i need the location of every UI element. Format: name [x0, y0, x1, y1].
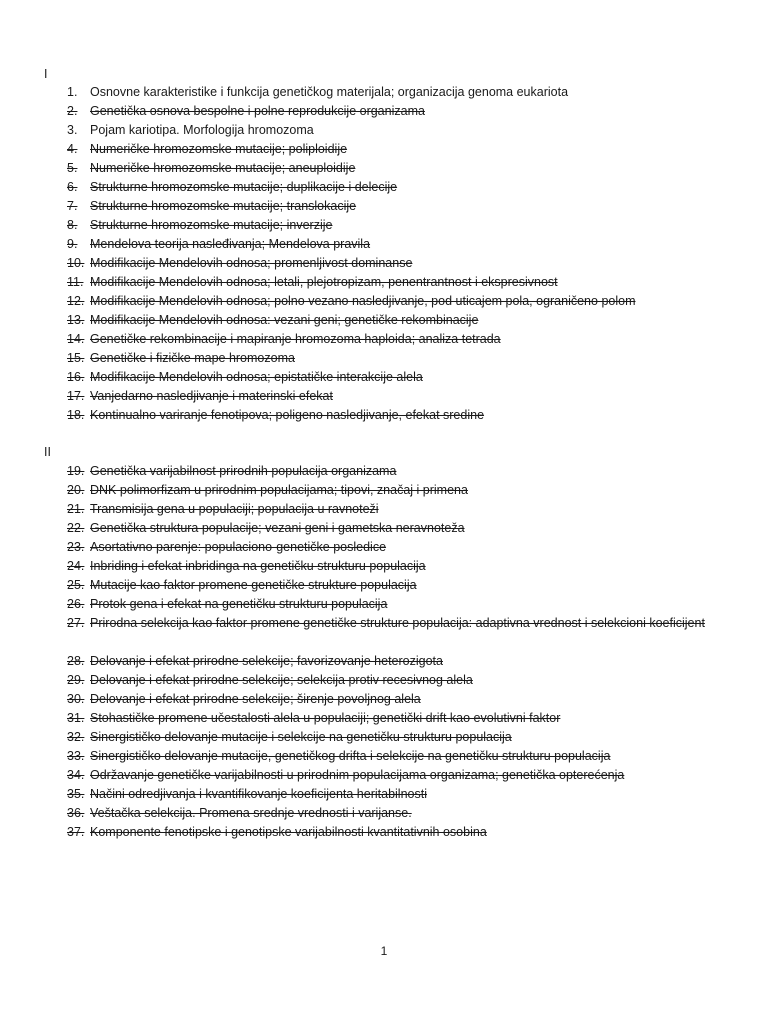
list-item — [0, 292, 768, 311]
list-item-text: Sinergističko delovanje mutacije i selekcije na genetičku strukturu populacija — [90, 730, 512, 744]
list-item-number: 20. — [67, 483, 85, 497]
list-item — [0, 614, 768, 652]
list-item-text: Strukturne hromozomske mutacije; inverzije — [90, 218, 333, 232]
list-item-number: 37. — [67, 825, 85, 839]
section-heading-2: II — [44, 445, 51, 459]
list-item — [0, 349, 768, 368]
list-item-number: 6. — [67, 180, 78, 194]
list-item-text: Protok gena i efekat na genetičku strukturu populacija — [90, 597, 388, 611]
list-item-number: 18. — [67, 408, 85, 422]
list-item — [0, 804, 768, 823]
list-item-number: 21. — [67, 502, 85, 516]
list-item — [0, 785, 768, 804]
list-item-number: 27. — [67, 616, 85, 630]
list-item-number: 26. — [67, 597, 85, 611]
list-item-text: Strukturne hromozomske mutacije; translokacije — [90, 199, 357, 213]
list-item-number: 1. — [67, 85, 78, 99]
list-item-text: Genetičke rekombinacije i mapiranje hromozoma haploida; analiza tetrada — [90, 332, 501, 346]
list-item — [0, 690, 768, 709]
list-item-number: 13. — [67, 313, 85, 327]
list-item-number: 34. — [67, 768, 85, 782]
list-item-number: 35. — [67, 787, 85, 801]
list-item-number: 9. — [67, 237, 78, 251]
list-item-text: Asortativno parenje: populaciono-genetičke posledice — [90, 540, 387, 554]
list-item-number: 4. — [67, 142, 78, 156]
list-item — [0, 311, 768, 330]
list-item-text: Modifikacije Mendelovih odnosa; epistatičke interakcije alela — [90, 370, 423, 384]
list-item-text: Osnovne karakteristike i funkcija genetičkog materijala; organizacija genoma eukariota — [90, 85, 569, 99]
list-item-number: 25. — [67, 578, 85, 592]
list-item-number: 2. — [67, 104, 78, 118]
list-item — [0, 500, 768, 519]
list-item-number: 31. — [67, 711, 85, 725]
list-item-text: Genetička varijabilnost prirodnih populacija organizama — [90, 464, 397, 478]
list-item-number: 12. — [67, 294, 85, 308]
list-item-text: Načini odredjivanja i kvantifikovanje koeficijenta heritabilnosti — [90, 787, 427, 801]
list-item — [0, 254, 768, 273]
list-item-number: 8. — [67, 218, 78, 232]
list-item-text: Transmisija gena u populaciji; populacija u ravnoteži — [90, 502, 379, 516]
list-item-number: 17. — [67, 389, 85, 403]
list-item-number: 32. — [67, 730, 85, 744]
list-item-number: 16. — [67, 370, 85, 384]
list-item-text: Modifikacije Mendelovih odnosa; promenljivost dominanse — [90, 256, 413, 270]
list-item — [0, 330, 768, 349]
list-item-text: Mendelova teorija nasleđivanja; Mendelova pravila — [90, 237, 371, 251]
list-item-text: Mutacije kao faktor promene genetičke strukture populacija — [90, 578, 417, 592]
list-item-number: 11. — [67, 275, 84, 289]
list-item-number: 29. — [67, 673, 85, 687]
list-item — [0, 747, 768, 766]
section-heading-1: I — [44, 67, 48, 81]
list-item — [0, 273, 768, 292]
list-item-text: Modifikacije Mendelovih odnosa; polno vezano nasledjivanje, pod uticajem pola, ograničeno polom — [90, 294, 636, 308]
list-item-number: 5. — [67, 161, 78, 175]
list-item-number: 36. — [67, 806, 85, 820]
list-item-text: Inbriding i efekat inbridinga na genetičku strukturu populacija — [90, 559, 426, 573]
list-item — [0, 102, 768, 121]
list-item — [0, 519, 768, 538]
list-item-number: 14. — [67, 332, 85, 346]
list-item-text: Delovanje i efekat prirodne selekcije; favorizovanje heterozigota — [90, 654, 443, 668]
list-item-number: 24. — [67, 559, 85, 573]
list-item — [0, 159, 768, 178]
list-item — [0, 576, 768, 595]
list-item-text: Numeričke hromozomske mutacije; aneuploidije — [90, 161, 356, 175]
list-item — [0, 83, 768, 102]
list-item-text: Numeričke hromozomske mutacije; poliploidije — [90, 142, 348, 156]
list-item — [0, 652, 768, 671]
list-item-text: Strukturne hromozomske mutacije; duplikacije i delecije — [90, 180, 398, 194]
list-item-number: 15. — [67, 351, 85, 365]
list-item-text: Stohastičke promene učestalosti alela u populaciji; genetički drift kao evolutivni faktor — [90, 711, 561, 725]
list-item-text: Genetičke i fizičke mape hromozoma — [90, 351, 295, 365]
list-item — [0, 235, 768, 254]
list-item-number: 3. — [67, 123, 78, 137]
list-item — [0, 387, 768, 406]
list-item-text: Prirodna selekcija kao faktor promene genetičke strukture populacija: adaptivna vrednost i selekcioni koeficijent — [90, 616, 705, 630]
list-item-number: 7. — [67, 199, 78, 213]
list-item-number: 22. — [67, 521, 85, 535]
list-item-text: Sinergističko delovanje mutacije, genetičkog drifta i selekcije na genetičku strukturu populacija — [90, 749, 611, 763]
list-item-text: Modifikacije Mendelovih odnosa: vezani geni; genetičke rekombinacije — [90, 313, 479, 327]
list-item-text: Pojam kariotipa. Morfologija hromozoma — [90, 123, 314, 137]
list-item — [0, 481, 768, 500]
list-item-text: Modifikacije Mendelovih odnosa; letali, plejotropizam, penentrantnost i ekspresivnost — [90, 275, 558, 289]
list-item-text: Kontinualno variranje fenotipova; poligeno nasledjivanje, efekat sredine — [90, 408, 485, 422]
list-item — [0, 766, 768, 785]
list-item — [0, 216, 768, 235]
list-item-number: 19. — [67, 464, 85, 478]
list-item-text: Delovanje i efekat prirodne selekcije; selekcija protiv recesivnog alela — [90, 673, 473, 687]
list-item-text: Veštačka selekcija. Promena srednje vrednosti i varijanse. — [90, 806, 412, 820]
list-item — [0, 595, 768, 614]
list-item — [0, 140, 768, 159]
list-item — [0, 368, 768, 387]
list-item-number: 28. — [67, 654, 85, 668]
list-item — [0, 728, 768, 747]
list-item-text: Delovanje i efekat prirodne selekcije; širenje povoljnog alela — [90, 692, 421, 706]
topic-list-2 — [0, 462, 768, 842]
list-item — [0, 197, 768, 216]
list-item — [0, 709, 768, 728]
list-item — [0, 121, 768, 140]
list-item-number: 33. — [67, 749, 85, 763]
list-item — [0, 823, 768, 842]
list-item — [0, 671, 768, 690]
list-item-text: Vanjedarno nasledjivanje i materinski efekat — [90, 389, 333, 403]
list-item-number: 23. — [67, 540, 85, 554]
list-item-text: Genetička osnova bespolne i polne reprodukcije organizama — [90, 104, 425, 118]
topic-list-1 — [0, 83, 768, 425]
list-item-text: DNK polimorfizam u prirodnim populacijama; tipovi, značaj i primena — [90, 483, 468, 497]
list-item — [0, 538, 768, 557]
list-item-text: Komponente fenotipske i genotipske varijabilnosti kvantitativnih osobina — [90, 825, 487, 839]
list-item — [0, 406, 768, 425]
list-item-text: Održavanje genetičke varijabilnosti u prirodnim populacijama organizama; genetička opterećenja — [90, 768, 625, 782]
page-number: 1 — [380, 944, 388, 958]
list-item — [0, 462, 768, 481]
list-item — [0, 557, 768, 576]
list-item-text: Genetička struktura populacije; vezani geni i gametska neravnoteža — [90, 521, 465, 535]
list-item-number: 30. — [67, 692, 85, 706]
list-item-number: 10. — [67, 256, 85, 270]
list-item — [0, 178, 768, 197]
